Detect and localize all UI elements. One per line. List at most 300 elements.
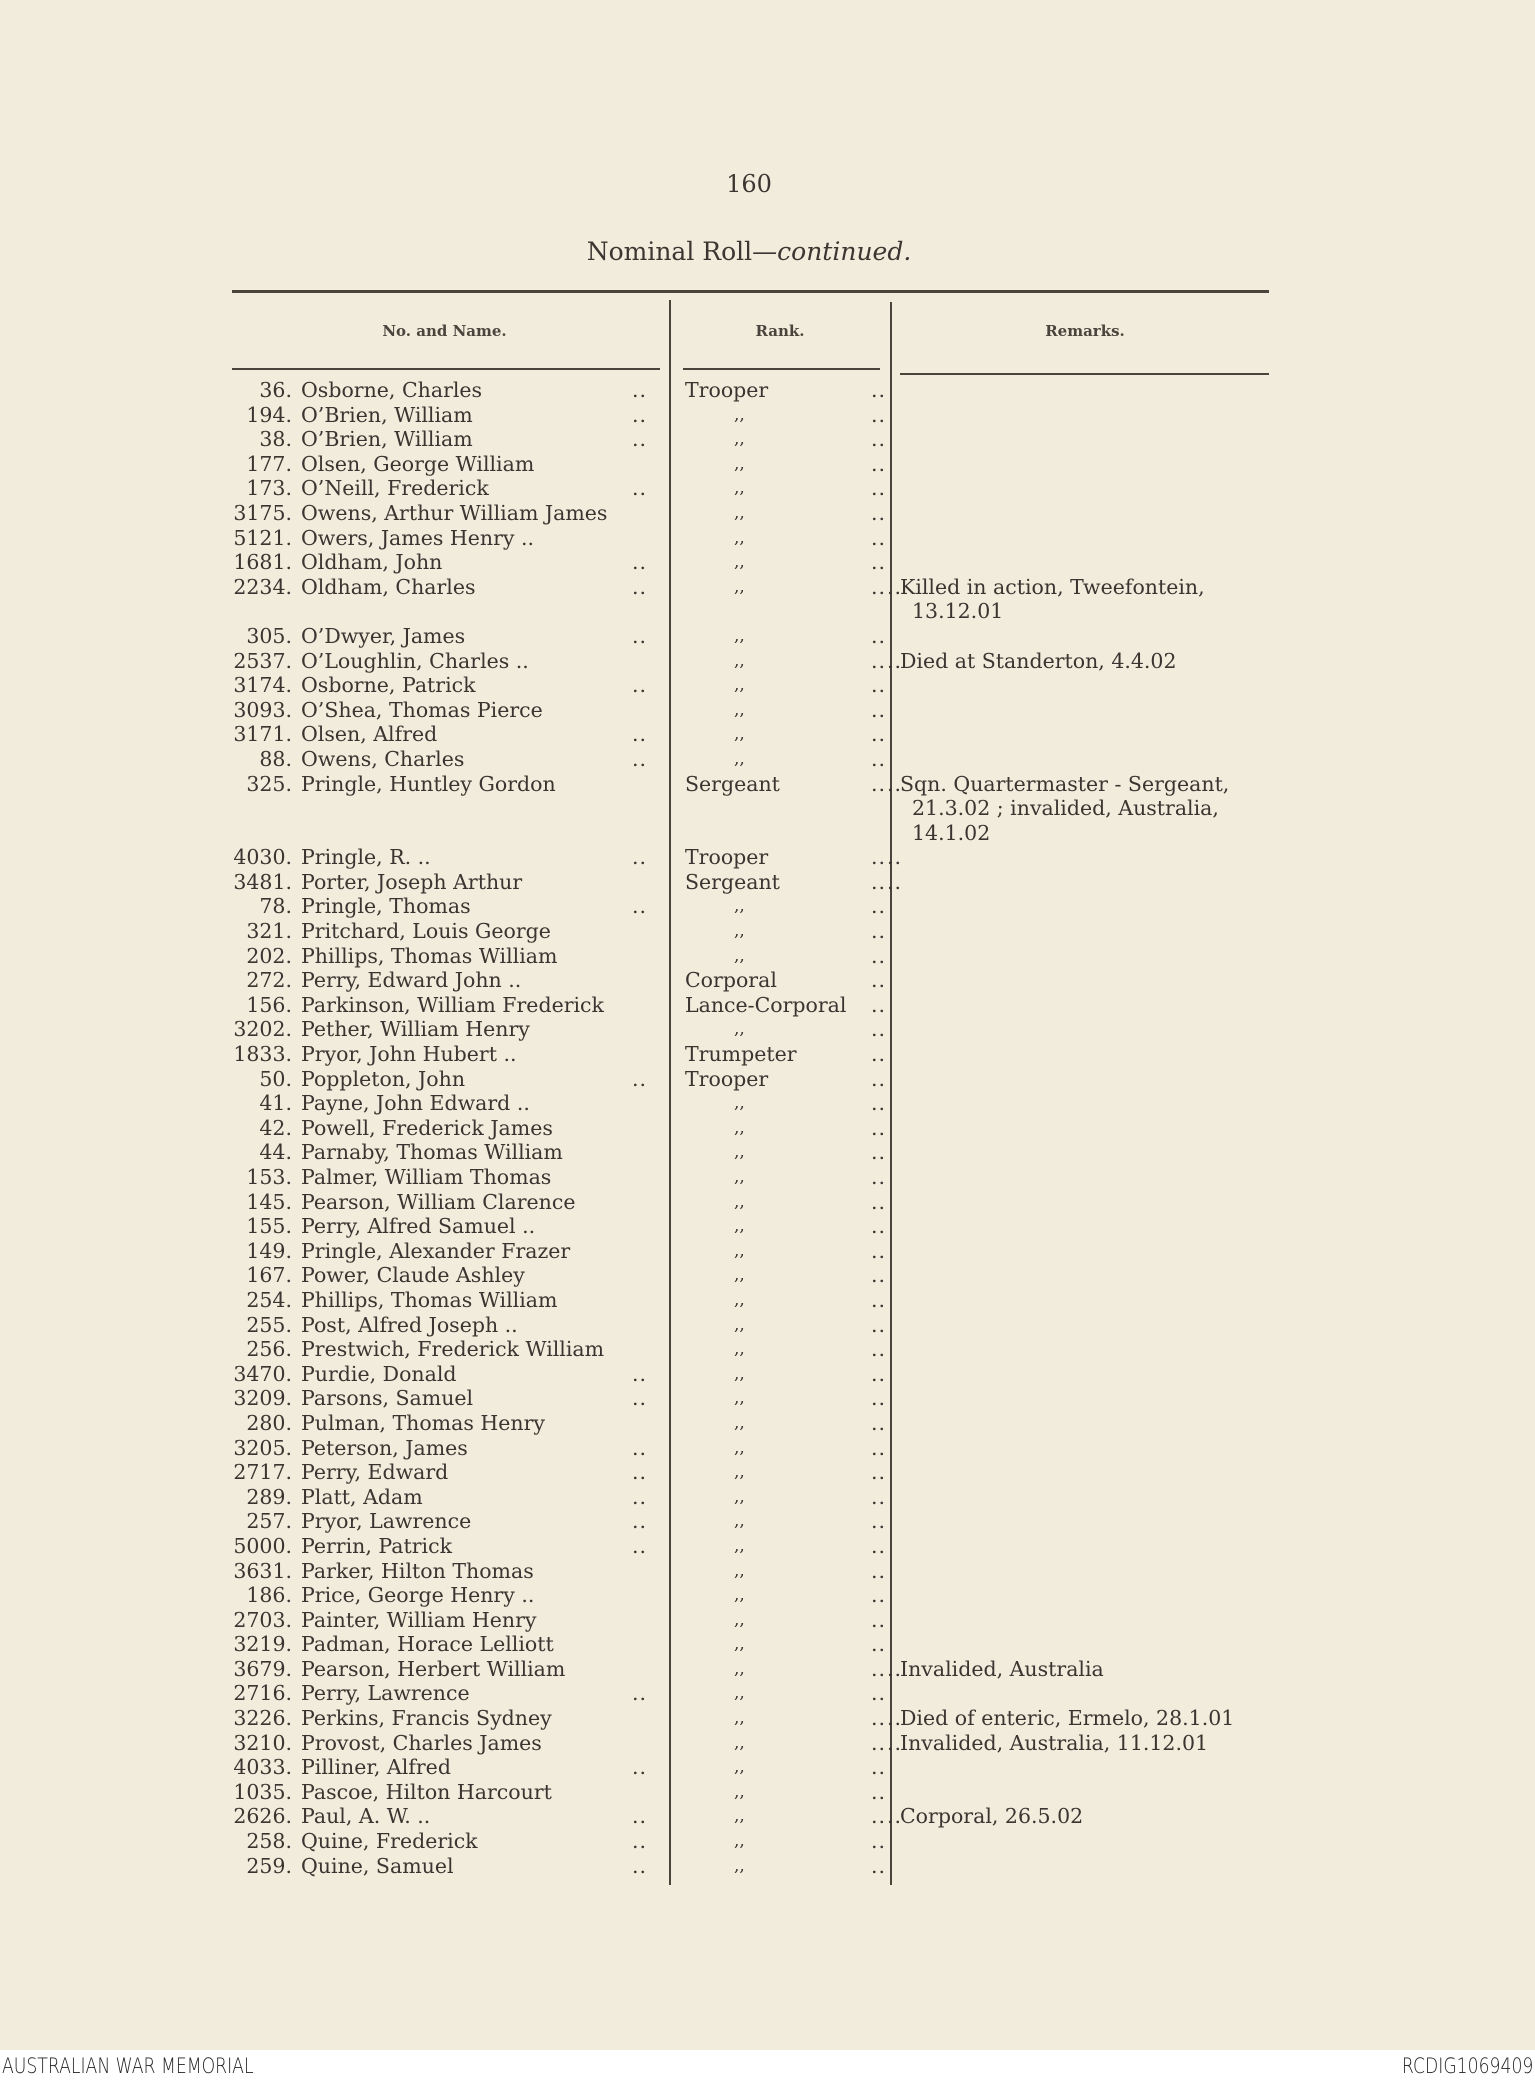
soldier-name: O’Shea, Thomas Pierce bbox=[301, 697, 543, 722]
leader-dots: .. bbox=[632, 1533, 648, 1558]
service-number: 272. bbox=[246, 968, 292, 993]
leader-dots: .. bbox=[632, 1386, 648, 1411]
service-number: 202. bbox=[246, 943, 292, 968]
service-number: 3219. bbox=[233, 1632, 292, 1657]
service-number: 289. bbox=[246, 1484, 292, 1509]
rank: ,, bbox=[734, 1019, 745, 1040]
remark-line: Killed in action, Tweefontein, bbox=[900, 574, 1205, 599]
rank: ,, bbox=[734, 1781, 745, 1802]
leader-dots: .. bbox=[870, 1583, 886, 1608]
leader-dots: .. bbox=[870, 1017, 886, 1042]
rank: ,, bbox=[734, 625, 745, 646]
soldier-name: Platt, Adam bbox=[301, 1484, 423, 1509]
service-number: 3631. bbox=[233, 1558, 292, 1583]
leader-dots: .. bbox=[632, 1829, 648, 1854]
leader-dots: .. bbox=[870, 1165, 886, 1190]
table-row bbox=[232, 1706, 1272, 1731]
table-row bbox=[232, 1362, 1272, 1387]
service-number: 5000. bbox=[233, 1533, 292, 1558]
leader-dots: .. bbox=[870, 1337, 886, 1362]
table-row bbox=[232, 624, 1272, 649]
table-row bbox=[232, 1337, 1272, 1362]
service-number: 42. bbox=[259, 1115, 292, 1140]
leader-dots: .. bbox=[870, 1533, 886, 1558]
leader-dots: .. bbox=[886, 1656, 902, 1681]
soldier-name: Post, Alfred Joseph .. bbox=[301, 1312, 518, 1337]
footer-institution: AUSTRALIAN WAR MEMORIAL bbox=[2, 2054, 254, 2078]
rank: ,, bbox=[734, 1732, 745, 1753]
service-number: 254. bbox=[246, 1287, 292, 1312]
service-number: 2716. bbox=[233, 1681, 292, 1706]
service-number: 173. bbox=[246, 476, 292, 501]
soldier-name: Olsen, George William bbox=[301, 451, 535, 476]
table-row bbox=[232, 968, 1272, 993]
table-row bbox=[232, 722, 1272, 747]
column-header-rank: Rank. bbox=[755, 322, 805, 340]
rank: ,, bbox=[734, 453, 745, 474]
soldier-name: Perry, Lawrence bbox=[301, 1681, 470, 1706]
remark-line: 21.3.02 ; invalided, Australia, bbox=[912, 796, 1219, 821]
soldier-name: O’Dwyer, James bbox=[301, 623, 466, 648]
remark-line: Invalided, Australia, 11.12.01 bbox=[900, 1730, 1209, 1755]
soldier-name: Purdie, Donald bbox=[301, 1361, 457, 1386]
soldier-name: O’Brien, William bbox=[301, 427, 473, 452]
leader-dots: .. bbox=[632, 894, 648, 919]
leader-dots: .. bbox=[870, 1189, 886, 1214]
table-row bbox=[232, 501, 1272, 526]
table-row bbox=[232, 1214, 1272, 1239]
leader-dots: .. bbox=[870, 1706, 886, 1731]
page-title bbox=[0, 237, 1498, 266]
leader-dots: .. bbox=[870, 697, 886, 722]
rank: ,, bbox=[734, 1486, 745, 1507]
table-row bbox=[232, 919, 1272, 944]
service-number: 186. bbox=[246, 1583, 292, 1608]
soldier-name: Parnaby, Thomas William bbox=[301, 1140, 563, 1165]
service-number: 305. bbox=[246, 623, 292, 648]
leader-dots: .. bbox=[870, 427, 886, 452]
leader-dots: .. bbox=[886, 771, 902, 796]
leader-dots: .. bbox=[870, 1214, 886, 1239]
table-row bbox=[232, 772, 1272, 846]
table-row bbox=[232, 1485, 1272, 1510]
soldier-name: Perrin, Patrick bbox=[301, 1533, 452, 1558]
rank: ,, bbox=[734, 576, 745, 597]
remark-line: 13.12.01 bbox=[912, 599, 1004, 624]
service-number: 194. bbox=[246, 402, 292, 427]
leader-dots: .. bbox=[632, 1509, 648, 1534]
table-row bbox=[232, 427, 1272, 452]
soldier-name: Poppleton, John bbox=[301, 1066, 466, 1091]
soldier-name: Parker, Hilton Thomas bbox=[301, 1558, 534, 1583]
nominal-roll-table bbox=[232, 378, 1272, 1878]
leader-dots: .. bbox=[870, 1632, 886, 1657]
table-row bbox=[232, 1731, 1272, 1756]
remark-line: Sqn. Quartermaster - Sergeant, bbox=[900, 771, 1230, 796]
leader-dots: .. bbox=[632, 574, 648, 599]
soldier-name: Pringle, Thomas bbox=[301, 894, 471, 919]
remark-line: Corporal, 26.5.02 bbox=[900, 1804, 1084, 1829]
leader-dots: .. bbox=[870, 1435, 886, 1460]
service-number: 3226. bbox=[233, 1706, 292, 1731]
table-row bbox=[232, 1829, 1272, 1854]
table-top-rule bbox=[232, 290, 1269, 293]
leader-dots: .. bbox=[632, 623, 648, 648]
table-row bbox=[232, 673, 1272, 698]
rank: ,, bbox=[734, 1216, 745, 1237]
leader-dots: .. bbox=[870, 1312, 886, 1337]
remark-line: Died of enteric, Ermelo, 28.1.01 bbox=[900, 1706, 1235, 1731]
leader-dots: .. bbox=[870, 1410, 886, 1435]
service-number: 255. bbox=[246, 1312, 292, 1337]
header-rule-rank bbox=[683, 368, 880, 370]
rank: Trumpeter bbox=[685, 1042, 797, 1067]
leader-dots: .. bbox=[870, 1386, 886, 1411]
leader-dots: .. bbox=[870, 771, 886, 796]
leader-dots: .. bbox=[870, 1484, 886, 1509]
service-number: 321. bbox=[246, 919, 292, 944]
rank: ,, bbox=[734, 1560, 745, 1581]
rank: ,, bbox=[734, 1831, 745, 1852]
table-row bbox=[232, 894, 1272, 919]
leader-dots: .. bbox=[632, 1804, 648, 1829]
service-number: 2537. bbox=[233, 648, 292, 673]
leader-dots: .. bbox=[632, 722, 648, 747]
soldier-name: Oldham, John bbox=[301, 550, 443, 575]
soldier-name: Pilliner, Alfred bbox=[301, 1755, 451, 1780]
service-number: 3481. bbox=[233, 869, 292, 894]
remark bbox=[900, 1731, 1270, 1756]
leader-dots: .. bbox=[886, 1804, 902, 1829]
leader-dots: .. bbox=[870, 1140, 886, 1165]
soldier-name: Owens, Arthur William James bbox=[301, 500, 608, 525]
leader-dots: .. bbox=[870, 1066, 886, 1091]
leader-dots: .. bbox=[632, 1755, 648, 1780]
service-number: 2703. bbox=[233, 1607, 292, 1632]
rank: ,, bbox=[734, 1388, 745, 1409]
leader-dots: .. bbox=[870, 1091, 886, 1116]
soldier-name: Painter, William Henry bbox=[301, 1607, 537, 1632]
service-number: 1833. bbox=[233, 1042, 292, 1067]
rank: Sergeant bbox=[685, 869, 780, 894]
rank: ,, bbox=[734, 527, 745, 548]
rank: ,, bbox=[734, 1634, 745, 1655]
rank: ,, bbox=[734, 675, 745, 696]
soldier-name: Oldham, Charles bbox=[301, 574, 476, 599]
table-row bbox=[232, 1067, 1272, 1092]
rank: ,, bbox=[734, 1535, 745, 1556]
leader-dots: .. bbox=[870, 1287, 886, 1312]
rank: ,, bbox=[734, 1191, 745, 1212]
rank: ,, bbox=[734, 896, 745, 917]
rank: ,, bbox=[734, 724, 745, 745]
table-row bbox=[232, 403, 1272, 428]
table-row bbox=[232, 649, 1272, 674]
soldier-name: Padman, Horace Lelliott bbox=[301, 1632, 554, 1657]
soldier-name: Powell, Frederick James bbox=[301, 1115, 553, 1140]
leader-dots: .. bbox=[870, 1607, 886, 1632]
service-number: 3205. bbox=[233, 1435, 292, 1460]
service-number: 3202. bbox=[233, 1017, 292, 1042]
rank: ,, bbox=[734, 945, 745, 966]
soldier-name: Parsons, Samuel bbox=[301, 1386, 474, 1411]
table-row bbox=[232, 1190, 1272, 1215]
table-row bbox=[232, 1313, 1272, 1338]
service-number: 2717. bbox=[233, 1460, 292, 1485]
service-number: 41. bbox=[259, 1091, 292, 1116]
rank: ,, bbox=[734, 1683, 745, 1704]
service-number: 256. bbox=[246, 1337, 292, 1362]
leader-dots: .. bbox=[886, 648, 902, 673]
leader-dots: .. bbox=[870, 1755, 886, 1780]
leader-dots: .. bbox=[870, 402, 886, 427]
leader-dots: .. bbox=[632, 402, 648, 427]
remark-line: Died at Standerton, 4.4.02 bbox=[900, 648, 1177, 673]
leader-dots: .. bbox=[632, 1484, 648, 1509]
leader-dots: .. bbox=[870, 1779, 886, 1804]
rank: ,, bbox=[734, 1806, 745, 1827]
leader-dots: .. bbox=[632, 1435, 648, 1460]
remark-line: Invalided, Australia bbox=[900, 1656, 1104, 1681]
table-row bbox=[232, 1780, 1272, 1805]
leader-dots: .. bbox=[870, 1730, 886, 1755]
rank: ,, bbox=[734, 1757, 745, 1778]
leader-dots: .. bbox=[632, 746, 648, 771]
service-number: 4030. bbox=[233, 845, 292, 870]
service-number: 257. bbox=[246, 1509, 292, 1534]
leader-dots: .. bbox=[870, 623, 886, 648]
leader-dots: .. bbox=[870, 894, 886, 919]
header-rule-remarks bbox=[900, 373, 1269, 375]
soldier-name: Porter, Joseph Arthur bbox=[301, 869, 523, 894]
rank: ,, bbox=[734, 1265, 745, 1286]
service-number: 38. bbox=[259, 427, 292, 452]
service-number: 155. bbox=[246, 1214, 292, 1239]
table-row bbox=[232, 1116, 1272, 1141]
table-row bbox=[232, 1854, 1272, 1879]
leader-dots: .. bbox=[632, 1361, 648, 1386]
leader-dots: .. bbox=[870, 1509, 886, 1534]
rank: ,, bbox=[734, 1462, 745, 1483]
leader-dots: .. bbox=[870, 1804, 886, 1829]
rank: ,, bbox=[734, 1117, 745, 1138]
leader-dots: .. bbox=[870, 1656, 886, 1681]
table-row bbox=[232, 378, 1272, 403]
rank: ,, bbox=[734, 921, 745, 942]
service-number: 177. bbox=[246, 451, 292, 476]
rank: ,, bbox=[734, 1093, 745, 1114]
soldier-name: Pringle, Alexander Frazer bbox=[301, 1238, 571, 1263]
leader-dots: .. bbox=[870, 1263, 886, 1288]
leader-dots: .. bbox=[886, 845, 902, 870]
leader-dots: .. bbox=[632, 476, 648, 501]
column-header-remarks: Remarks. bbox=[1045, 322, 1125, 340]
leader-dots: .. bbox=[870, 550, 886, 575]
service-number: 44. bbox=[259, 1140, 292, 1165]
service-number: 88. bbox=[259, 746, 292, 771]
service-number: 3174. bbox=[233, 673, 292, 698]
rank: Lance-Corporal bbox=[685, 992, 847, 1017]
table-row bbox=[232, 1657, 1272, 1682]
soldier-name: Pascoe, Hilton Harcourt bbox=[301, 1779, 552, 1804]
rank: Trooper bbox=[685, 845, 769, 870]
soldier-name: O’Brien, William bbox=[301, 402, 473, 427]
soldier-name: Power, Claude Ashley bbox=[301, 1263, 525, 1288]
title-suffix: —continued. bbox=[752, 237, 912, 266]
leader-dots: .. bbox=[870, 1853, 886, 1878]
rank: ,, bbox=[734, 1708, 745, 1729]
rank: Trooper bbox=[685, 378, 769, 402]
title-main: Nominal Roll bbox=[586, 237, 753, 266]
leader-dots: .. bbox=[870, 673, 886, 698]
table-row bbox=[232, 1017, 1272, 1042]
service-number: 5121. bbox=[233, 525, 292, 550]
soldier-name: Phillips, Thomas William bbox=[301, 1287, 558, 1312]
rank: Trooper bbox=[685, 1066, 769, 1091]
rank: ,, bbox=[734, 1855, 745, 1876]
table-row bbox=[232, 1091, 1272, 1116]
soldier-name: Pether, William Henry bbox=[301, 1017, 530, 1042]
leader-dots: .. bbox=[632, 1853, 648, 1878]
table-row bbox=[232, 1140, 1272, 1165]
service-number: 280. bbox=[246, 1410, 292, 1435]
table-row bbox=[232, 1608, 1272, 1633]
soldier-name: Osborne, Charles bbox=[301, 378, 483, 402]
service-number: 258. bbox=[246, 1829, 292, 1854]
table-row bbox=[232, 845, 1272, 870]
rank: ,, bbox=[734, 1511, 745, 1532]
soldier-name: Peterson, James bbox=[301, 1435, 468, 1460]
service-number: 2234. bbox=[233, 574, 292, 599]
soldier-name: Payne, John Edward .. bbox=[301, 1091, 530, 1116]
soldier-name: Pringle, R. .. bbox=[301, 845, 431, 870]
table-row bbox=[232, 550, 1272, 575]
leader-dots: .. bbox=[632, 1460, 648, 1485]
remark bbox=[900, 1706, 1270, 1731]
table-row bbox=[232, 1042, 1272, 1067]
table-row bbox=[232, 1534, 1272, 1559]
table-row bbox=[232, 1632, 1272, 1657]
column-header-name: No. and Name. bbox=[382, 322, 507, 340]
table-row bbox=[232, 993, 1272, 1018]
soldier-name: Pryor, Lawrence bbox=[301, 1509, 472, 1534]
soldier-name: Palmer, William Thomas bbox=[301, 1165, 552, 1190]
table-row bbox=[232, 1509, 1272, 1534]
rank: ,, bbox=[734, 650, 745, 671]
service-number: 259. bbox=[246, 1853, 292, 1878]
soldier-name: Pulman, Thomas Henry bbox=[301, 1410, 545, 1435]
soldier-name: Provost, Charles James bbox=[301, 1730, 542, 1755]
soldier-name: Owers, James Henry .. bbox=[301, 525, 535, 550]
leader-dots: .. bbox=[870, 1558, 886, 1583]
rank: ,, bbox=[734, 1412, 745, 1433]
remark bbox=[900, 649, 1270, 674]
leader-dots: .. bbox=[870, 1042, 886, 1067]
soldier-name: Prestwich, Frederick William bbox=[301, 1337, 605, 1362]
remark bbox=[900, 1657, 1270, 1682]
leader-dots: .. bbox=[870, 525, 886, 550]
rank: ,, bbox=[734, 748, 745, 769]
service-number: 2626. bbox=[233, 1804, 292, 1829]
table-row bbox=[232, 1165, 1272, 1190]
rank: ,, bbox=[734, 1437, 745, 1458]
service-number: 156. bbox=[246, 992, 292, 1017]
table-row bbox=[232, 1411, 1272, 1436]
leader-dots: .. bbox=[870, 1238, 886, 1263]
table-row bbox=[232, 944, 1272, 969]
service-number: 325. bbox=[246, 771, 292, 796]
leader-dots: .. bbox=[886, 1706, 902, 1731]
soldier-name: Perry, Edward John .. bbox=[301, 968, 522, 993]
table-row bbox=[232, 1460, 1272, 1485]
leader-dots: .. bbox=[632, 550, 648, 575]
service-number: 1035. bbox=[233, 1779, 292, 1804]
rank: ,, bbox=[734, 429, 745, 450]
service-number: 3175. bbox=[233, 500, 292, 525]
service-number: 3679. bbox=[233, 1656, 292, 1681]
leader-dots: .. bbox=[870, 943, 886, 968]
rank: ,, bbox=[734, 1142, 745, 1163]
rank: ,, bbox=[734, 404, 745, 425]
leader-dots: .. bbox=[632, 1066, 648, 1091]
rank: ,, bbox=[734, 478, 745, 499]
leader-dots: .. bbox=[870, 1460, 886, 1485]
soldier-name: Olsen, Alfred bbox=[301, 722, 438, 747]
service-number: 3093. bbox=[233, 697, 292, 722]
rank: ,, bbox=[734, 1167, 745, 1188]
footer-record-id: RCDIG1069409 bbox=[1401, 2054, 1533, 2078]
leader-dots: .. bbox=[870, 451, 886, 476]
leader-dots: .. bbox=[870, 968, 886, 993]
table-row bbox=[232, 476, 1272, 501]
rank: ,, bbox=[734, 1658, 745, 1679]
leader-dots: .. bbox=[886, 869, 902, 894]
leader-dots: .. bbox=[886, 574, 902, 599]
soldier-name: Pritchard, Louis George bbox=[301, 919, 551, 944]
remark bbox=[900, 772, 1270, 846]
page-number: 160 bbox=[726, 170, 772, 198]
table-row bbox=[232, 1583, 1272, 1608]
table-row bbox=[232, 1386, 1272, 1411]
soldier-name: Pryor, John Hubert .. bbox=[301, 1042, 517, 1067]
table-row bbox=[232, 747, 1272, 772]
leader-dots: .. bbox=[632, 1681, 648, 1706]
service-number: 36. bbox=[259, 378, 292, 402]
rank: Sergeant bbox=[685, 771, 780, 796]
table-row bbox=[232, 1263, 1272, 1288]
rank: ,, bbox=[734, 1240, 745, 1261]
table-row bbox=[232, 1804, 1272, 1829]
service-number: 78. bbox=[259, 894, 292, 919]
leader-dots: .. bbox=[870, 919, 886, 944]
leader-dots: .. bbox=[870, 574, 886, 599]
leader-dots: .. bbox=[870, 992, 886, 1017]
soldier-name: Parkinson, William Frederick bbox=[301, 992, 604, 1017]
remark-line: 14.1.02 bbox=[912, 820, 991, 845]
table-row bbox=[232, 870, 1272, 895]
rank: ,, bbox=[734, 552, 745, 573]
soldier-name: Perry, Alfred Samuel .. bbox=[301, 1214, 536, 1239]
service-number: 3171. bbox=[233, 722, 292, 747]
leader-dots: .. bbox=[870, 1681, 886, 1706]
rank: ,, bbox=[734, 1609, 745, 1630]
table-row bbox=[232, 1436, 1272, 1461]
soldier-name: Paul, A. W. .. bbox=[301, 1804, 431, 1829]
soldier-name: Osborne, Patrick bbox=[301, 673, 476, 698]
leader-dots: .. bbox=[870, 722, 886, 747]
rank: ,, bbox=[734, 1289, 745, 1310]
soldier-name: O’Neill, Frederick bbox=[301, 476, 489, 501]
